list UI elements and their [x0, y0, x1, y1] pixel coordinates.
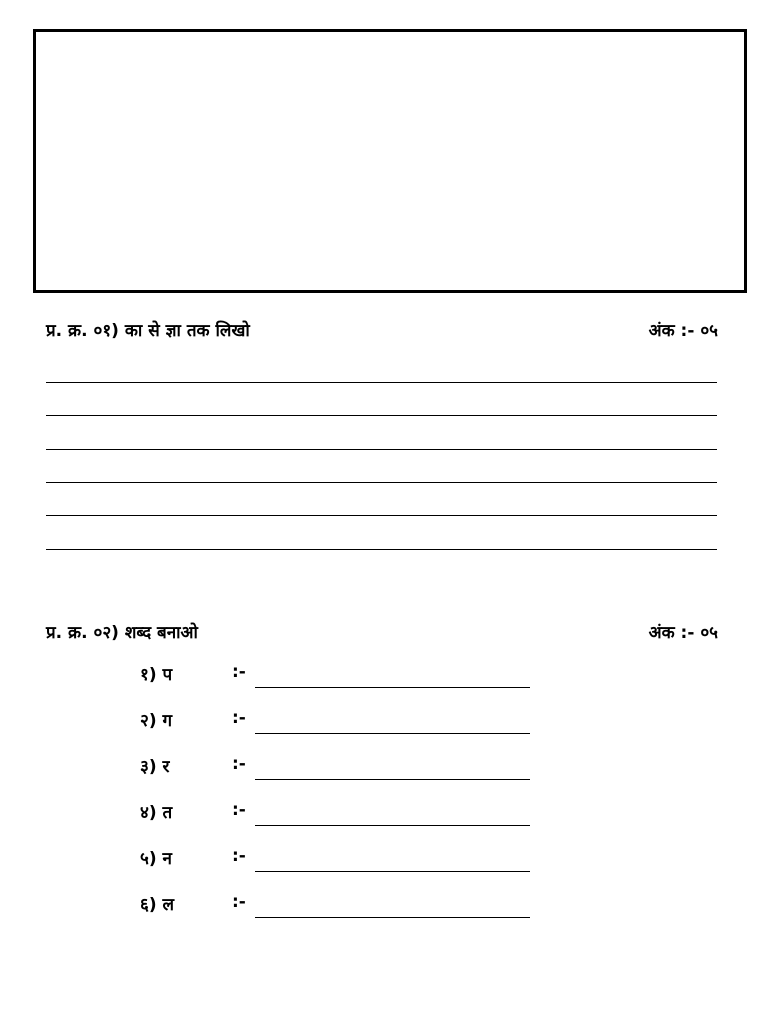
word-item-separator: :-: [232, 892, 246, 912]
answer-line[interactable]: [46, 515, 717, 516]
answer-line[interactable]: [46, 415, 717, 416]
word-answer-blank[interactable]: [255, 917, 530, 918]
word-item-separator: :-: [232, 708, 246, 728]
word-item-separator: :-: [232, 754, 246, 774]
word-item: [140, 708, 540, 742]
answer-line[interactable]: [46, 482, 717, 483]
word-item-label: ४) त: [140, 803, 173, 823]
word-item-label: १) प: [140, 665, 173, 685]
word-answer-blank[interactable]: [255, 687, 530, 688]
word-item: [140, 754, 540, 788]
header-box: [33, 29, 747, 293]
question-2-marks: अंक :- ०५: [648, 623, 718, 643]
question-1-heading: [46, 318, 718, 346]
question-2-heading: [46, 620, 718, 648]
word-answer-blank[interactable]: [255, 871, 530, 872]
word-item: [140, 846, 540, 880]
word-item-label: ५) न: [140, 849, 172, 869]
word-answer-blank[interactable]: [255, 825, 530, 826]
answer-line[interactable]: [46, 549, 717, 550]
question-1-text: प्र. क्र. ०१) का से ज्ञा तक लिखो: [46, 321, 250, 341]
word-item-label: २) ग: [140, 711, 173, 731]
word-item: [140, 892, 540, 926]
word-answer-blank[interactable]: [255, 779, 530, 780]
word-item-label: ३) र: [140, 757, 170, 777]
word-item-separator: :-: [232, 800, 246, 820]
word-item-label: ६) ल: [140, 895, 175, 915]
answer-line[interactable]: [46, 382, 717, 383]
word-item: [140, 662, 540, 696]
question-2-text: प्र. क्र. ०२) शब्द बनाओ: [46, 623, 198, 643]
word-item-separator: :-: [232, 662, 246, 682]
question-1-marks: अंक :- ०५: [648, 321, 718, 341]
word-item-separator: :-: [232, 846, 246, 866]
word-answer-blank[interactable]: [255, 733, 530, 734]
word-item: [140, 800, 540, 834]
answer-line[interactable]: [46, 449, 717, 450]
